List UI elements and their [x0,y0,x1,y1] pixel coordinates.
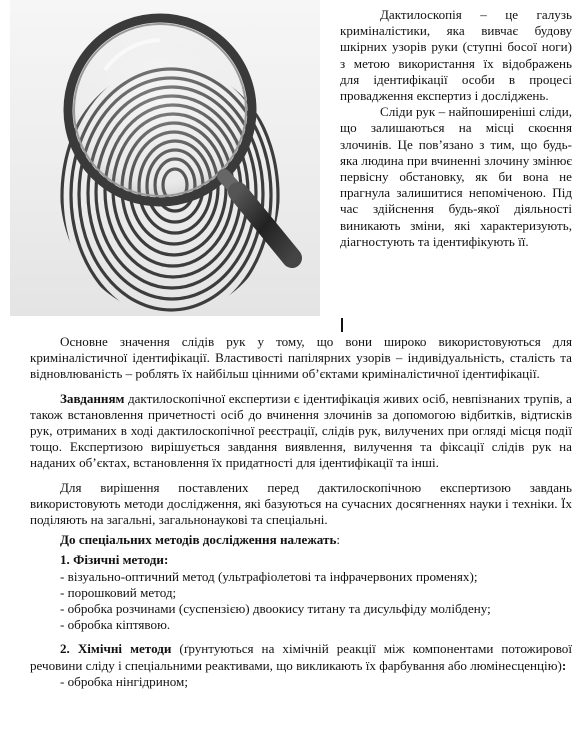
main-text [30,334,572,690]
physical-methods-list [30,569,572,634]
text-cursor [341,318,343,332]
list-item: - порошковий метод; [60,584,177,600]
chemical-methods-paragraph [30,641,572,673]
special-methods-heading-text: До спеціальних методів дослідження належать [60,532,337,548]
chemical-methods-colon: : [561,657,567,673]
list-item: - обробка розчинами (суспензією) двоокису титану та дисульфіду молібдену; [60,601,491,617]
chemical-methods-heading: 2. Хімічні методи [60,641,172,657]
chemical-methods-list [30,674,572,690]
chemical-methods-text: (ґрунтуються на хімічній реакції між компонентами потожирової речовини сліду і спеціальними реактивами, що викликають їх фарбування або люмінесценцію) [30,641,572,673]
physical-methods-heading: 1. Фізичні методи: [60,552,169,568]
hand-traces-paragraph: Сліди рук – найпоширеніші сліди, що залишаються на місці скоєння злочинів. Це пов’язано з тим, що будь-яка людина при вчиненні злочину змінює первісну обстановку, як би вона не прагнула залишитися непоміченою. Під час здійснення будь-якої діяльності виникають зміни, які характеризують, діагностують та ідентифікують її. [340,104,572,249]
tasks-bold-label: Завданням [60,390,125,406]
tasks-text: дактилоскопічної експертизи є ідентифікація живих осіб, невпізнаних трупів, а також встановлення причетності осіб до вчинення злочинів за допомогою відбитків, відтисків рук, отриманих в ході дактилоскопічної реєстрації, слідів рук, вилучених при огляді місця події тощо. Експертизою вирішується завдання виявлення, вилучення та фіксації слідів рук на наданих об’єктах, встановлення їх придатності для ідентифікації та інші. [30,390,572,471]
list-item: - обробка кіптявою. [60,617,171,633]
tasks-paragraph [30,391,572,472]
methods-paragraph: Для вирішення поставлених перед дактилоскопічною експертизою завдань використовують методи дослідження, які базуються на сучасних досягненнях науки і техніки. Їх поділяють на загальні, загальнонаукові та спеціальні. [30,479,572,528]
list-item: - візуально-оптичний метод (ультрафіолетові та інфрачервоних променях); [60,568,478,584]
fingerprint-magnifier-illustration [10,0,320,316]
intro-column [340,7,572,250]
list-item: - обробка нінгідрином; [60,673,188,689]
special-methods-heading [30,532,572,548]
significance-paragraph: Основне значення слідів рук у тому, що вони широко використовуються для криміналістичної ідентифікації. Властивості папілярних узорів – індивідуальність, сталість та відновлюваність – роблять їх найбільш цінними об’єктами криміналістичної ідентифікації. [30,334,572,382]
magnifier-icon [10,0,320,316]
special-methods-colon: : [336,532,341,548]
definition-paragraph: Дактилоскопія – це галузь криміналістики, яка вивчає будову шкірних узорів руки (ступні босої ноги) з метою використання їх відображень для ідентифікації особи в процесі провадження експертиз і досліджень. [340,7,572,104]
